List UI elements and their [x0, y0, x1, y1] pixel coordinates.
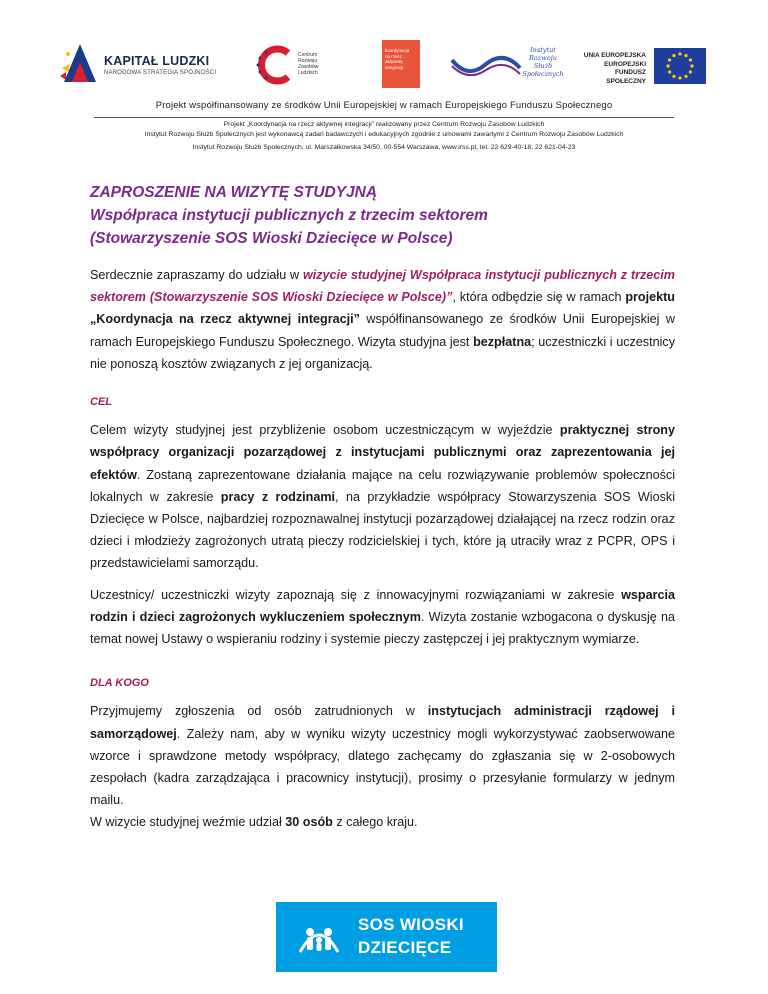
document-body: [90, 264, 675, 834]
section-heading-dla-kogo: DLA KOGO: [90, 677, 149, 690]
sos-logo-line-2: DZIECIĘCE: [358, 938, 452, 957]
sos-wioski-logo: [276, 902, 497, 972]
centrum-c-mark-icon: [254, 44, 296, 86]
koordynacja-logo-text: koordynacja na rzecz aktywnej integracji: [385, 48, 410, 70]
irss-wave-icon: [450, 52, 522, 80]
kapital-ludzki-subtitle: NARODOWA STRATEGIA SPÓJNOŚCI: [104, 70, 217, 76]
header-divider: [94, 117, 674, 118]
participant-count: 30 osób: [285, 815, 333, 830]
centrum-rozwoju-text: Centrum Rozwoju Zasobów Ludzkich: [298, 52, 319, 76]
contact-line: Instytut Rozwoju Służb Społecznych, ul. Marszałkowska 34/50, 00-554 Warszawa, www.irss.pl, tel. 22 629-40-18, 22 621-04-23: [192, 144, 576, 151]
intro-paragraph: Serdecznie zapraszamy do udziału w wizycie studyjnej Współpraca instytucji publicznych z trzecim sektorem (Stowarzyszenie SOS Wioski Dziecięce w Polsce)”, która odbędzie się w ramach projektu „Koordynacja na rzecz aktywnej integracji” współfinansowanego ze środków Unii Europejskiej w ramach Europejskiego Funduszu Społecznego. Wizyta studyjna jest bezpłatna; uczestniczki i uczestnicy nie ponoszą kosztów związanych z jej organizacją.: [90, 268, 675, 371]
eu-flag-icon: [654, 48, 706, 84]
eu-logo: [580, 42, 710, 92]
cel-paragraph-2: Uczestnicy/ uczestniczki wizyty zapoznają się z innowacyjnymi rozwiązaniami w zakresie wsparcia rodzin i dzieci zagrożonych wykluczeniem społecznym. Wizyta zostanie wzbogacona o dyskusję na temat nowej Ustawy o wspieraniu rodziny i systemie pieczy zastępczej i jej praktycznym wymiarze.: [90, 587, 675, 647]
title-line-3: (Stowarzyszenie SOS Wioski Dziecięce w Polsce): [90, 230, 453, 247]
cofinancing-line: Projekt współfinansowany ze środków Unii Europejskiej w ramach Europejskiego Funduszu Społecznego: [155, 100, 613, 111]
study-visit-name: wizycie studyjnej Współpraca instytucji publicznych z trzecim sektorem (Stowarzyszenie SOS Wioski Dziecięce w Polsce)”: [90, 268, 675, 305]
kapital-ludzki-title: KAPITAŁ LUDZKI: [104, 54, 210, 68]
dla-kogo-paragraph: Przyjmujemy zgłoszenia od osób zatrudnionych w instytucjach administracji rządowej i samorządowej. Zależy nam, aby w wyniku wizyty uczestnicy mogli wykorzystywać zaobserwowane wzorce i sprawdzone metody współpracy, dlatego zachęcamy do zgłaszania się w 2-osobowych zespołach (kadra zarządzająca i pracownicy instytucji), prosimy o przesyłanie formularzy w jednym mailu. W wizycie studyjnej weźmie udział 30 osób z całego kraju.: [90, 704, 675, 830]
project-info-line-1: Projekt „Koordynacja na rzecz aktywnej integracji” realizowany przez Centrum Rozwoju Zasobów Ludzkich: [223, 121, 545, 128]
logo-strip: [60, 38, 710, 94]
project-info-line-2: Instytut Rozwoju Służb Społecznych jest wykonawcą zadań badawczych i edukacyjnych zgodnie z umowami zawartymi z Centrum Rozwoju Zasobów Ludzkich: [144, 131, 624, 138]
free-of-charge: bezpłatna: [473, 334, 532, 349]
project-name: projektu „Koordynacja na rzecz aktywnej integracji”: [90, 290, 675, 327]
title-line-2: Współpraca instytucji publicznych z trzecim sektorem: [90, 207, 488, 224]
koordynacja-logo: [382, 40, 420, 88]
irss-logo-text: Instytut Rozwoju Służb Społecznych: [522, 46, 564, 78]
project-info: [0, 120, 768, 140]
kapital-ludzki-logo: [60, 38, 230, 90]
kapital-ludzki-emblem-icon: [60, 42, 100, 86]
document-title: [90, 181, 690, 250]
eu-logo-text: UNIA EUROPEJSKA EUROPEJSKI FUNDUSZ SPOŁECZNY: [583, 52, 646, 85]
sos-logo-line-1: SOS WIOSKI: [358, 915, 464, 934]
sos-children-emblem-icon: [296, 916, 342, 958]
irss-logo: [450, 38, 570, 94]
section-heading-cel: CEL: [90, 396, 112, 409]
cel-paragraph-1: Celem wizyty studyjnej jest przybliżenie osobom uczestniczącym w wyjeździe praktycznej strony współpracy organizacji pozarządowej z instytucjami publicznymi oraz zaprezentowania jej efektów. Zostaną zaprezentowane działania mające na celu rozwiązywanie problemów społeczności lokalnych w zakresie pracy z rodzinami, na przykładzie współpracy Stowarzyszenia SOS Wioski Dziecięce w Polsce, najbardziej rozpoznawalnej instytucji pozarządowej działającej na rzecz rodzin oraz dzieci i młodzieży zagrożonych utratą pieczy rodzicielskiej i tych, które ją utraciły wraz z PCPR, OPS i przedstawicielami samorządu.: [90, 423, 675, 571]
centrum-rozwoju-logo: [250, 38, 350, 90]
title-line-1: ZAPROSZENIE NA WIZYTĘ STUDYJNĄ: [90, 184, 378, 201]
